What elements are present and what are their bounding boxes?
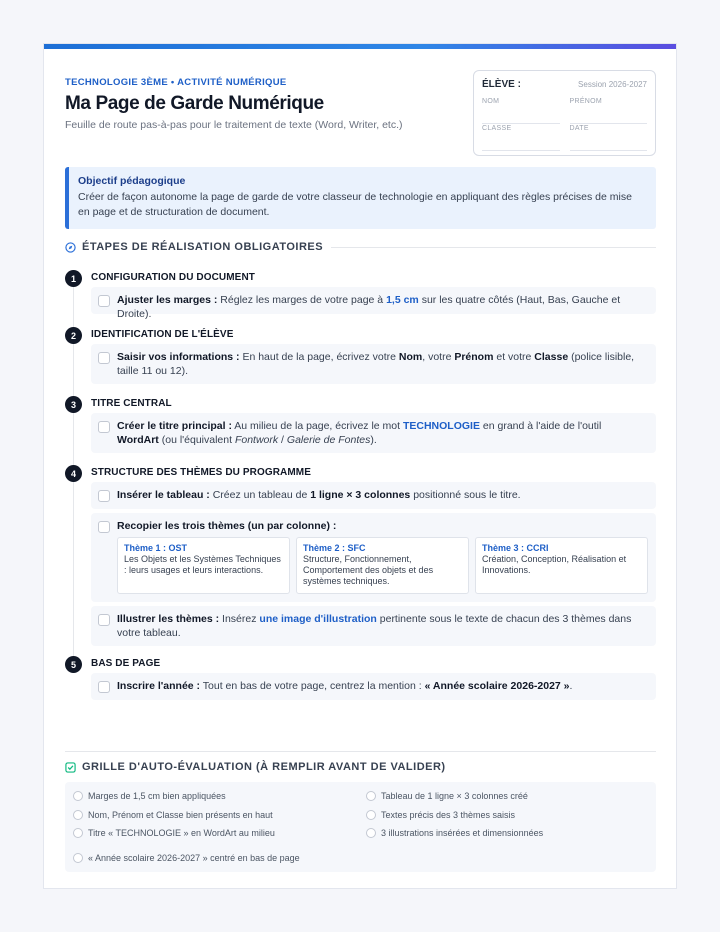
task-illustrate (91, 606, 656, 646)
step-number-badge: 2 (65, 327, 82, 344)
eval-item[interactable] (73, 810, 273, 820)
task-year (91, 673, 656, 700)
task-text: positionné sous le titre. (410, 489, 521, 501)
eval-item-label: « Année scolaire 2026-2027 » centré en bas de page (88, 853, 300, 863)
steps-heading: ÉTAPES DE RÉALISATION OBLIGATOIRES (82, 241, 324, 253)
student-label: ÉLÈVE : (482, 79, 521, 90)
objective-title: Objectif pédagogique (78, 175, 186, 187)
worksheet (43, 43, 677, 889)
task-text: en grand à l'aide de l'outil (479, 420, 602, 432)
task-text: sur les quatre côtés (Haut, Bas, Gauche et Droite). (117, 294, 621, 320)
page-title: Ma Page de Garde Numérique (65, 93, 324, 114)
task-label: Insérer le tableau : (117, 489, 210, 501)
eval-item[interactable] (73, 791, 226, 801)
eval-checkbox[interactable] (73, 853, 83, 863)
theme-title: Thème 1 : OST (124, 543, 188, 553)
top-accent-bar (44, 44, 676, 49)
step-number-badge: 3 (65, 396, 82, 413)
task-text: ). (370, 433, 377, 446)
field-classe[interactable]: CLASSE (482, 124, 560, 151)
task-bold: Prénom (454, 351, 494, 363)
eval-checkbox[interactable] (366, 810, 376, 820)
task-text: Réglez les marges de votre page à (217, 294, 387, 306)
task-text: pertinente sous le texte de chacun des 3 thèmes dans votre tableau. (117, 613, 632, 639)
field-date[interactable]: DATE (570, 124, 648, 151)
theme-card-sfc (296, 537, 469, 594)
step-title: TITRE CENTRAL (91, 398, 172, 409)
task-italic: Fontwork (234, 433, 279, 446)
eyebrow-label: TECHNOLOGIE 3ÈME • ACTIVITÉ NUMÉRIQUE (65, 77, 287, 88)
task-text: Créez un tableau de (209, 489, 311, 501)
self-eval-grid (65, 782, 656, 872)
eval-item[interactable] (73, 853, 300, 863)
task-highlight: 1,5 cm (386, 294, 419, 306)
step-title: STRUCTURE DES THÈMES DU PROGRAMME (91, 467, 311, 478)
eval-checkbox[interactable] (366, 828, 376, 838)
eval-item-label: Marges de 1,5 cm bien appliquées (88, 791, 226, 801)
task-text: Tout en bas de votre page, centrez la mention : (200, 680, 425, 692)
task-checkbox[interactable] (98, 681, 110, 693)
theme-body: Les Objets et les Systèmes Techniques : leurs usages et leurs interactions. (124, 554, 281, 575)
theme-card-ccri (475, 537, 648, 594)
task-copy-themes (91, 513, 656, 602)
section-divider (65, 751, 656, 752)
student-info-box (473, 70, 656, 156)
task-checkbox[interactable] (98, 352, 110, 364)
task-text: . (569, 680, 573, 692)
eval-item-label: Nom, Prénom et Classe bien présents en haut (88, 810, 273, 820)
objective-callout (65, 167, 656, 229)
task-text: , votre (422, 351, 455, 363)
task-bold: Classe (534, 351, 569, 363)
eval-item-label: Titre « TECHNOLOGIE » en WordArt au milieu (88, 828, 275, 838)
task-bold: WordArt (117, 433, 159, 446)
task-checkbox[interactable] (98, 521, 110, 533)
objective-body: Créer de façon autonome la page de garde de votre classeur de technologie en appliquant des règles précises de mise en page et de structuration de document. (78, 191, 632, 218)
task-text: Au milieu de la page, écrivez le mot (231, 420, 403, 432)
task-label: Créer le titre principal : (117, 420, 232, 432)
task-main-title (91, 413, 656, 453)
task-text: En haut de la page, écrivez votre (239, 351, 399, 363)
eval-section-header (65, 761, 656, 773)
eval-item-label: 3 illustrations insérées et dimensionnées (381, 828, 544, 838)
eval-checkbox[interactable] (73, 810, 83, 820)
task-checkbox[interactable] (98, 295, 110, 307)
eval-checkbox[interactable] (366, 791, 376, 801)
task-checkbox[interactable] (98, 421, 110, 433)
themes-table (117, 537, 648, 594)
task-label: Ajuster les marges : (117, 294, 218, 306)
eval-checkbox[interactable] (73, 828, 83, 838)
theme-title: Thème 3 : CCRI (482, 543, 549, 553)
steps-section-header (65, 241, 656, 253)
task-highlight: une image d'illustration (259, 613, 377, 625)
task-italic: Galerie de Fontes (286, 433, 371, 446)
section-rule (331, 247, 656, 248)
theme-title: Thème 2 : SFC (303, 543, 366, 553)
task-highlight: TECHNOLOGIE (402, 420, 480, 432)
step-title: BAS DE PAGE (91, 658, 161, 669)
task-bold: « Année scolaire 2026-2027 » (424, 680, 570, 692)
task-checkbox[interactable] (98, 490, 110, 502)
compass-icon (65, 242, 76, 253)
task-bold: Nom (398, 351, 423, 363)
task-margins (91, 287, 656, 320)
task-text: / (278, 433, 287, 446)
step-title: CONFIGURATION DU DOCUMENT (91, 272, 255, 283)
eval-item[interactable] (366, 791, 528, 801)
field-prenom[interactable]: PRÉNOM (570, 97, 648, 124)
task-insert-table (91, 482, 656, 509)
step-title: IDENTIFICATION DE L'ÉLÈVE (91, 329, 234, 340)
eval-item-label: Textes précis des 3 thèmes saisis (381, 810, 516, 820)
eval-item[interactable] (366, 810, 515, 820)
task-label: Recopier les trois thèmes (un par colonne) : (117, 520, 337, 532)
task-bold: 1 ligne × 3 colonnes (310, 489, 411, 501)
eval-heading: GRILLE D'AUTO-ÉVALUATION (À REMPLIR AVANT DE VALIDER) (82, 761, 446, 773)
task-text: (ou l'équivalent (158, 433, 235, 446)
eval-item[interactable] (366, 828, 543, 838)
theme-card-ost (117, 537, 290, 594)
step-number-badge: 4 (65, 465, 82, 482)
theme-body: Création, Conception, Réalisation et Innovations. (482, 554, 627, 575)
theme-body: Structure, Fonctionnement, Comportement des objets et des systèmes techniques. (303, 554, 434, 586)
page-subtitle: Feuille de route pas-à-pas pour le traitement de texte (Word, Writer, etc.) (65, 119, 403, 131)
eval-item-label: Tableau de 1 ligne × 3 colonnes créé (381, 791, 528, 801)
checkbox-checked-icon (65, 762, 76, 773)
eval-checkbox[interactable] (73, 791, 83, 801)
step-number-badge: 5 (65, 656, 82, 673)
task-student-info (91, 344, 656, 384)
eval-item[interactable] (73, 828, 275, 838)
step-number-badge: 1 (65, 270, 82, 287)
task-text: Insérez (219, 613, 260, 625)
task-checkbox[interactable] (98, 614, 110, 626)
task-label: Saisir vos informations : (117, 351, 240, 363)
task-label: Illustrer les thèmes : (117, 613, 220, 625)
session-label: Session 2026-2027 (578, 80, 647, 89)
task-text: et votre (493, 351, 535, 363)
field-nom[interactable]: NOM (482, 97, 560, 124)
task-label: Inscrire l'année : (117, 680, 201, 692)
task-text: (police lisible, taille 11 ou 12). (117, 351, 635, 377)
